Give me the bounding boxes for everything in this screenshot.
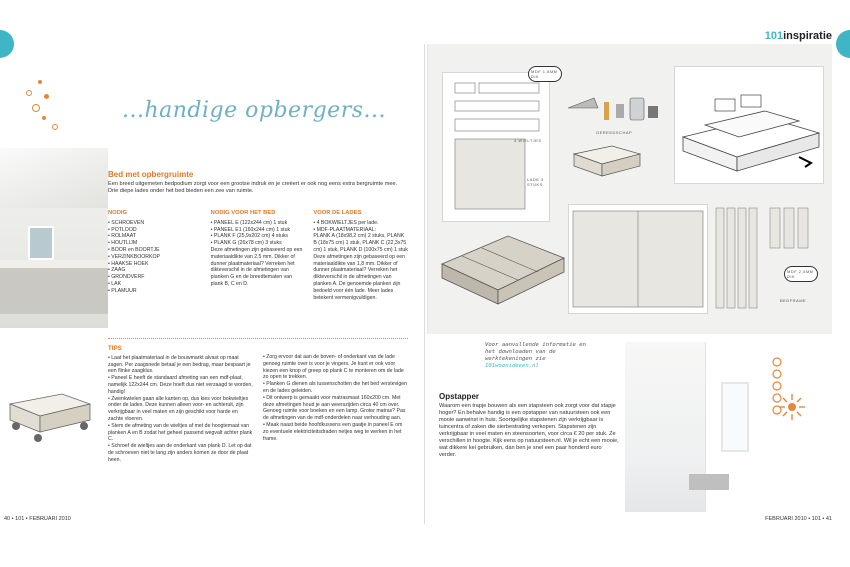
sun-icon (777, 392, 807, 422)
tip-item: • Paneel E heeft de standaard afmeting van een mdf-plaat, namelijk 122x244 cm. Deze hoeft dus niet verzaagd te worden, handig! (108, 375, 253, 395)
opstapper-article (439, 392, 619, 459)
board-layout-lade (442, 72, 550, 222)
board-layout-bed (568, 204, 708, 314)
list-item: Deze afmetingen zijn gebaseerd op een materiaaldikte van 2,5 mm. Dikker of dunner plaatmateriaal? Verreken het dikteverschil in de afmetingen van planken G en de breedtematen van plank B, C en D. (210, 246, 303, 287)
lades-column (313, 210, 408, 301)
gereedschap-label: GEREEDSCHAP (596, 130, 633, 135)
lades-heading: VOOR DE LADES (313, 210, 362, 216)
opstapper-section (427, 334, 832, 524)
list-item: • PLAMUUR (108, 287, 137, 294)
list-item: • ROLMAAT (108, 233, 136, 240)
tip-item: • Maak naast beide hoofdkussens een gaatje in paneel E om zo eventuele elektriciteitsdraden netjes weg te werken in het frame. (263, 421, 403, 442)
tips-column-2 (263, 346, 408, 464)
decorative-dots (20, 80, 60, 135)
list-item: PLANK A (18x98,2 cm) 2 stuks, PLANK B (18x75 cm) 1 stuk, PLANK C (22,3x75 cm) 1 stuk, PLANK D (100x75 cm) 1 stuk (313, 233, 408, 253)
corner-tab-left (0, 30, 14, 58)
section-divider (108, 338, 408, 339)
list-item: • HAAKSE HOEK (108, 260, 149, 267)
list-item: • PANEEL E (122x244 cm) 1 stuk (210, 219, 288, 226)
bed-photo (0, 148, 108, 328)
construction-diagram (427, 44, 832, 334)
list-item: • GRONDVERF (108, 274, 145, 281)
brand-logo (765, 30, 832, 42)
page-footer-right: FEBRUARI 2010 • 101 • 41 (765, 516, 832, 522)
tools-illustration (564, 88, 664, 128)
download-link[interactable]: 101woonideeen.nl (485, 363, 539, 369)
page-gutter (424, 44, 425, 524)
list-item: • PLANK G (26x78 cm) 3 stuks (210, 240, 282, 247)
planks-small (768, 204, 818, 254)
bubble-mdf-25: MDF 2,5MM DIK (784, 266, 818, 282)
article-bed (108, 170, 408, 195)
tip-item: • Dit ontwerp is gemaakt voor matrasmaat 160x200 cm. Met deze afmetingen houd je aan weerszijden circa 40 cm over. Genoeg ruimte voor boeken en een lamp. Groter matras? Pas de afmetingen van de mdf-onderdelen naar verhouding aan. (263, 394, 406, 422)
brand-word: inspiratie (783, 30, 832, 42)
opstapper-photo (625, 342, 760, 512)
download-note (485, 342, 595, 370)
bed-render (674, 66, 824, 184)
opstapper-body: Waarom een trapje bouwen als een stapsteen ook zorgt voor dat stapje hoger? En behalve handig is een opstapper van natuursteen ook een mooie aanwinst in huis. Soortgelijke stapstenen zijn verkrijgbaar is tuincentra of zaken die sierbestrating verkopen. Stapstenen zijn verkrijgbaar in veel maten en steensoorten, voor circa € 20 per stuk. Ze verschillen in hoogte. Kijk eens op natuursteen.nl. Wil je echt een mooie, wat dikkere kei gebruiken, dan ben je snel een paar honderd euro verder. (439, 403, 619, 458)
list-item: • 4 BOKWIELTJES per lade. (313, 219, 379, 226)
bubble-mdf-18: MDF 1,8MM DIK (528, 66, 562, 82)
drawer-illustration (0, 382, 100, 454)
nodig-heading: NODIG (108, 210, 128, 216)
list-item: • BOOR en BOORTJE (108, 246, 160, 253)
download-note-text: Voor aanvullende informatie en het downloaden van de werktekeningen zie (485, 342, 587, 362)
opstapper-title: Opstapper (439, 392, 480, 401)
list-item: • PLANK F (25,9x202 cm) 4 stuks (210, 233, 289, 240)
tip-item: • Zorg ervoor dat aan de boven- of onderkant van de lade genoeg ruimte over is voor je vingers. Je kunt er ook voor kiezen een knop of greep op plank C te monteren om de lade zo open te trekken. (263, 354, 404, 381)
page-footer-left: 40 • 101 • FEBRUARI 2010 (4, 516, 71, 522)
list-item: Deze afmetingen zijn gebaseerd op een materiaaldikte van 1,8 mm. Dikker of dunner plaatmateriaal? Verreken het dikteverschil in de afmetingen van planken A. De genoemde planken zijn bedoeld voor één lade. Meer lades betekent vermenigvuldigen. (313, 253, 406, 301)
list-item: • LAK (108, 280, 122, 287)
tip-item: • Zwenkwielen gaan alle kanten op, dus kies voor bokwieltjes onder de lades. Deze kunnen alleen voor- en achteruit, zijn verkrijgbaar in veel maten en zijn geschikt voor harde en zachte vloeren. (108, 395, 249, 422)
list-item: • POTLOOD (108, 226, 137, 233)
tips-section (108, 346, 408, 464)
list-item: • HOUTLIJM (108, 240, 138, 247)
list-item: • MDF-PLAATMATERIAAL: (313, 226, 377, 233)
tips-column-1 (108, 346, 253, 464)
list-item: • SCHROEVEN (108, 219, 145, 226)
article-body: Een breed uitgemeten bedpodium zorgt voor een grootse indruk en je creëert er ook nog eens extra bergruimte mee. Drie diepe lades onder het bed bieden een zee van ruimte. (108, 181, 398, 194)
materials-columns (108, 210, 408, 301)
list-item: • PANEEL E1 (160x244 cm) 1 stuk (210, 226, 291, 233)
corner-tab-right (836, 30, 850, 58)
list-item: • VERZINKBOORKOP (108, 253, 160, 260)
tip-item: • Planken G dienen als tussenschotten die het bed verstevigen en de lades geleiden. (263, 381, 407, 394)
list-item: • ZAAG (108, 267, 126, 274)
brand-number: 101 (764, 30, 784, 42)
nodig-bed-heading: NODIG VOOR HET BED (210, 210, 276, 216)
planks-layout (714, 204, 764, 314)
bedframe-label: BEDFRAME (780, 298, 807, 303)
bedframe-illustration (438, 214, 568, 324)
tip-item: • Stem de afmeting van de wieltjes af met de hoogtemaat van planken A en B zodat het geheel passend wegvalt achter plank C. (108, 422, 253, 443)
page-headline: ...handige opbergers... (122, 98, 386, 123)
article-title: Bed met opbergruimte (108, 170, 194, 179)
nodig-bed-column (211, 210, 306, 301)
tips-heading: TIPS (108, 345, 122, 352)
nodig-column (108, 210, 203, 301)
lade-label: LADE 3 STUKS (527, 177, 544, 187)
drawer-box-illustration (568, 142, 648, 182)
tip-item: • Laat het plaatmateriaal in de bouwmarkt alvast op maat zagen. Per zaagsnede betaal je een bedrag, maar bespaart je een flinke zaagklus. (108, 354, 251, 375)
tip-item: • Schroef de wieltjes aan de onderkant van plank D. Let op dat de schroeven niet te lang zijn anders komen ze door de plaat heen. (108, 443, 252, 463)
wielen-label: 4 WIELTJES (514, 138, 542, 143)
